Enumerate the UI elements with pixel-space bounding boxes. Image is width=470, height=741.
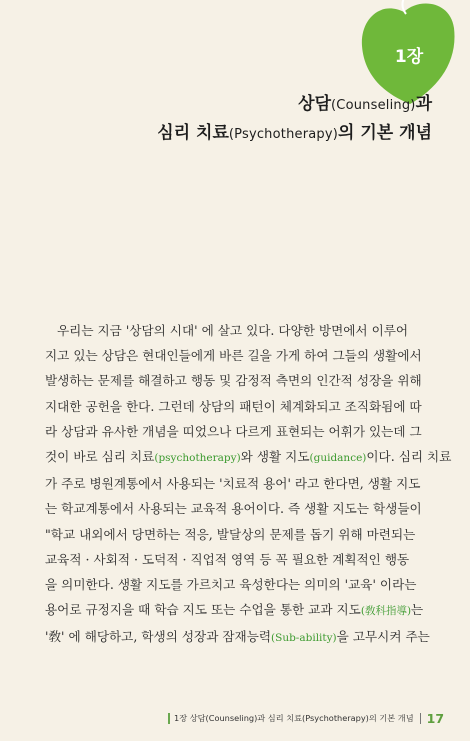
body-line: "학교 내외에서 당면하는 적응, 발달상의 문제를 돕기 위해 마련되는 [45, 526, 416, 542]
body-line [45, 597, 427, 624]
body-text: 용어로 규정지을 때 학습 지도 또는 수업을 통한 교과 지도 [45, 602, 361, 618]
title-latin: (Counseling) [331, 98, 416, 113]
title-text: 심리 치료 [157, 123, 229, 143]
body-line: 는 학교계통에서 사용되는 교육적 용어이다. 즉 생활 지도는 학생들이 [45, 501, 422, 517]
footer-accent-bar [168, 713, 170, 724]
body-line: 우리는 지금 '상담의 시대' 에 살고 있다. 다양한 방면에서 이루어 [57, 323, 409, 338]
page-number: 17 [426, 711, 445, 726]
body-line: 지대한 공헌을 한다. 그런데 상담의 패턴이 체계화되고 조직화됨에 따 [45, 398, 422, 414]
title-latin: (Psychotherapy) [228, 127, 339, 142]
body-gloss: (Sub-ability) [271, 632, 337, 645]
body-text: 이다. 심리 치료 [366, 449, 452, 465]
body-gloss: (敎科指導) [360, 605, 412, 618]
body-gloss: (guidance) [309, 452, 367, 465]
body-text: 와 생활 지도 [240, 449, 310, 465]
body-line: 가 주로 병원계통에서 사용되는 '치료적 용어' 라고 한다면, 생활 지도 [45, 476, 421, 492]
body-line: 을 의미한다. 생활 지도를 가르치고 육성한다는 의미의 '교육' 이라는 [45, 577, 417, 593]
body-line: 발생하는 문제를 해결하고 행동 및 감정적 측면의 인간적 성장을 위해 [45, 373, 422, 389]
body-text: 을 고무시켜 주는 [336, 629, 430, 645]
title-text: 상담 [298, 94, 332, 114]
body-line: 지고 있는 상담은 현대인들에게 바른 길을 가게 하여 그들의 생활에서 [45, 348, 422, 364]
title-line-1 [157, 92, 432, 118]
body-line [45, 624, 430, 651]
running-head: 1장 상담(Counseling)과 심리 치료(Psychotherapy)의 기본 개념 [174, 713, 414, 723]
page-footer [168, 708, 445, 727]
title-line-2 [157, 121, 432, 147]
chapter-label: 1장 [394, 47, 424, 67]
body-line [45, 444, 452, 471]
body-text: '敎' 에 해당하고, 학생의 성장과 잠재능력 [45, 629, 272, 645]
footer-divider [420, 713, 421, 724]
body-line: 교육적 · 사회적 · 도덕적 · 직업적 영역 등 꼭 필요한 계획적인 행동 [45, 551, 410, 567]
body-line: 라 상담과 유사한 개념을 띠었으나 다르게 표현되는 어휘가 있는데 그 [45, 423, 422, 439]
body-text: 것이 바로 심리 치료 [45, 449, 155, 465]
title-text: 의 기본 개념 [338, 123, 432, 143]
body-text: 는 [411, 602, 424, 618]
body-gloss: (psychotherapy) [154, 452, 241, 465]
title-text: 과 [415, 94, 432, 114]
chapter-title [157, 92, 432, 147]
body-paragraph [45, 318, 452, 652]
